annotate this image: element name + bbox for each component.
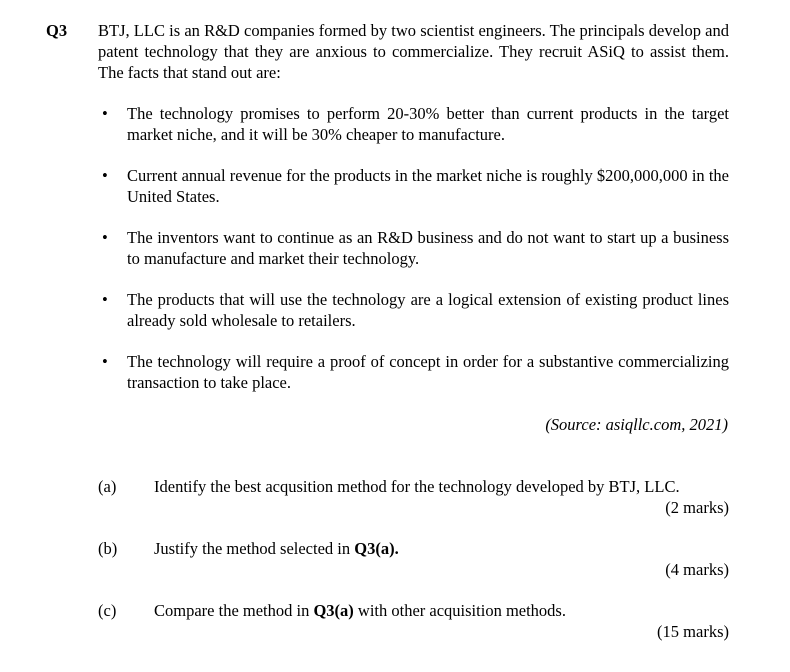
fact-text: The inventors want to continue as an R&D business and do not want to start up a business to manufacture and market their technology. — [127, 228, 729, 268]
part-marks: (4 marks) — [665, 560, 729, 579]
fact-item — [98, 165, 729, 207]
question-number: Q3 — [46, 21, 68, 40]
part-marks: (2 marks) — [665, 498, 729, 517]
fact-text: The technology will require a proof of concept in order for a substantive commercializing transaction to take place. — [127, 352, 729, 392]
part-label: (c) — [98, 601, 117, 620]
source-citation: (Source: asiqllc.com, 2021) — [545, 415, 728, 434]
part-text-before: Justify the method selected in — [154, 539, 355, 558]
bullet-icon: • — [102, 290, 108, 309]
part-label: (b) — [98, 539, 118, 558]
part-label: (a) — [98, 477, 117, 496]
bullet-icon: • — [102, 352, 108, 371]
part-text — [154, 600, 729, 621]
fact-item — [98, 103, 729, 145]
fact-item — [98, 351, 729, 393]
fact-list — [98, 103, 729, 413]
question-intro: BTJ, LLC is an R&D companies formed by two scientist engineers. The principals develop and patent technology that they are anxious to commercialize. They recruit ASiQ to assist them. The facts that stand out are: — [98, 21, 729, 82]
fact-item — [98, 227, 729, 269]
fact-text: Current annual revenue for the products in the market niche is roughly $200,000,000 in the United States. — [127, 166, 729, 206]
question-reference: Q3(a). — [354, 539, 399, 558]
part-a — [98, 476, 729, 518]
bullet-icon: • — [102, 166, 108, 185]
part-text-after: with other acquisition methods. — [353, 601, 566, 620]
part-b — [98, 538, 729, 580]
fact-item — [98, 289, 729, 331]
question-reference: Q3(a) — [313, 601, 354, 620]
part-text: Identify the best acqusition method for the technology developed by BTJ, LLC. — [154, 477, 680, 496]
fact-text: The products that will use the technology are a logical extension of existing product lines already sold wholesale to retailers. — [127, 290, 729, 330]
bullet-icon: • — [102, 104, 108, 123]
part-text — [154, 538, 729, 559]
part-text-before: Compare the method in — [154, 601, 314, 620]
fact-text: The technology promises to perform 20-30% better than current products in the target market niche, and it will be 30% cheaper to manufacture. — [127, 104, 729, 144]
part-c — [98, 600, 729, 642]
bullet-icon: • — [102, 228, 108, 247]
part-marks: (15 marks) — [657, 622, 729, 641]
